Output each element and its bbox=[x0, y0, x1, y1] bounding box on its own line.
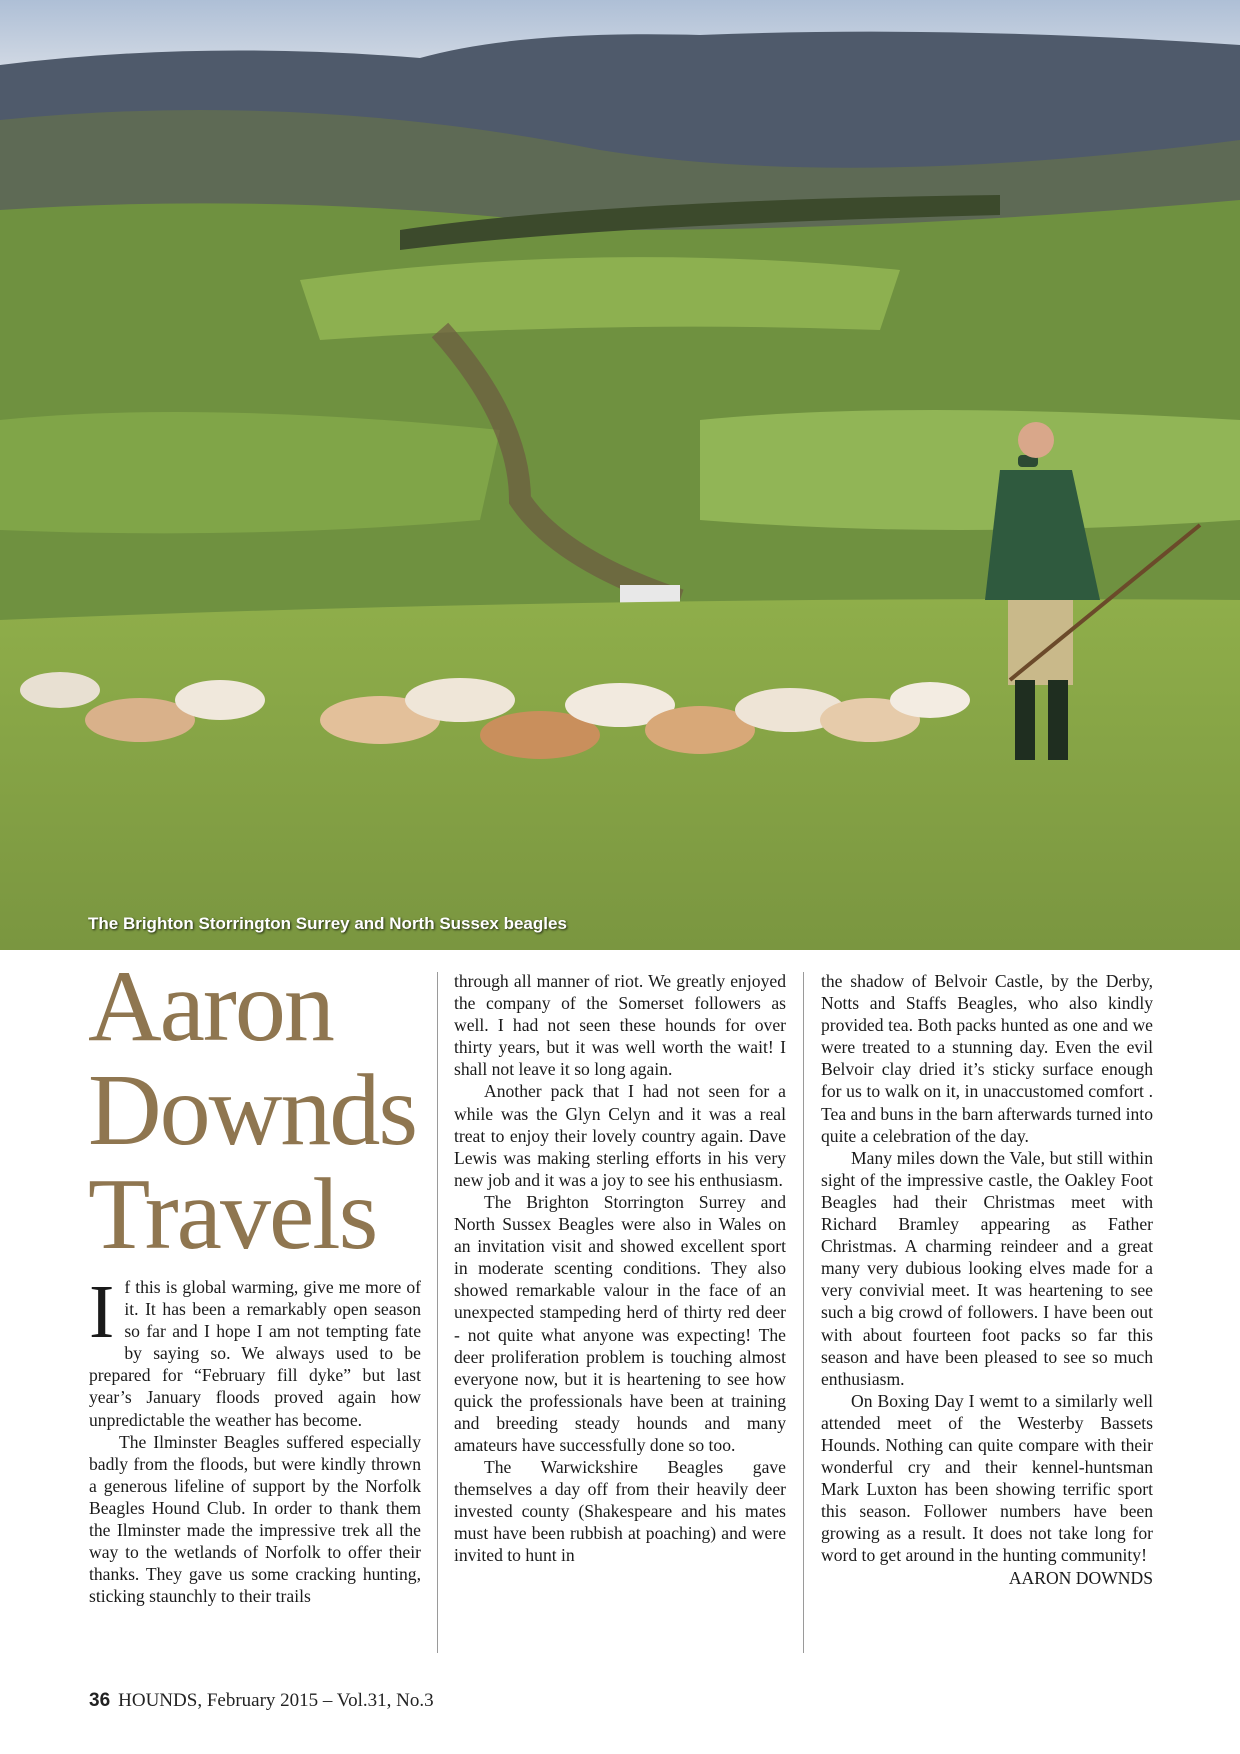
article-column-2 bbox=[454, 970, 786, 1567]
paragraph: On Boxing Day I wemt to a similarly well attended meet of the Westerby Bassets Hounds. Nothing can quite compare with their wonderful cry and their kennel-huntsman Mark Luxton has been showing terrific sport this season. Follower numbers have been growing as a result. It does not take long for word to get around in the hunting community! bbox=[821, 1390, 1153, 1566]
paragraph: the shadow of Belvoir Castle, by the Derby, Notts and Staffs Beagles, who also kindly provided tea. Both packs hunted as one and we were treated to a stunning day. Even the evil Belvoir clay dried it’s sticky surface enough for us to walk on it, in unaccustomed comfort . Tea and buns in the barn afterwards turned into quite a celebration of the day. bbox=[821, 971, 1153, 1146]
paragraph: The Ilminster Beagles suffered especially badly from the floods, but were kindly thrown a generous lifeline of support by the Norfolk Beagles Hound Club. In order to thank them the Ilminster made the impressive trek all the way to the wetlands of Norfolk to offer their thanks. They gave us some cracking hunting, sticking staunchly to their trails bbox=[89, 1431, 421, 1607]
column-divider bbox=[437, 972, 438, 1653]
field-patch-2 bbox=[700, 410, 1240, 530]
page-footer bbox=[89, 1690, 434, 1712]
drop-cap: I bbox=[89, 1270, 115, 1354]
paragraph: Many miles down the Vale, but still within sight of the impressive castle, the Oakley Foot Beagles had their Christmas meet with Richard Bramley appearing as Father Christmas. A charming reindeer and a great many very dubious looking elves made for a very convivial meet. It was heartening to see such a big crowd of followers. I have been out with about fourteen foot packs so far this season and have been pleased to see so much enthusiasm. bbox=[821, 1147, 1153, 1389]
paragraph-text: f this is global warming, give me more of it. It has been a remarkably open season so far and I hope I am not tempting fate by saying so. We always used to be prepared for “February fill dyke” but last year’s January floods proved again how unpredictable the weather has become. bbox=[89, 1277, 421, 1430]
paragraph: Another pack that I had not seen for a while was the Glyn Celyn and it was a real treat to enjoy their lovely country again. Dave Lewis was making sterling efforts in his very new job and it was a joy to see his enthusiasm. bbox=[454, 1081, 786, 1190]
article-column-1 bbox=[89, 1270, 421, 1607]
paragraph: The Warwickshire Beagles gave themselves a day off from their heavily deer invested county (Shakespeare and his mates must have been rubbish at poaching) and were invited to hunt in bbox=[454, 1457, 786, 1566]
article-column-3 bbox=[821, 970, 1153, 1589]
headline-line-2: Downds bbox=[88, 1054, 417, 1167]
photo-caption: The Brighton Storrington Surrey and North Sussex beagles bbox=[88, 914, 567, 933]
paragraph bbox=[89, 1270, 421, 1431]
column-divider bbox=[803, 972, 804, 1653]
headline-line-1: Aaron bbox=[88, 950, 333, 1063]
field-patch-3 bbox=[0, 412, 500, 533]
page-number: 36 bbox=[89, 1690, 111, 1711]
paragraph: The Brighton Storrington Surrey and North Sussex Beagles were also in Wales on an invitation visit and showed excellent sport in moderate scenting conditions. They also showed remarkable valour in the face of an unexpected stampeding herd of thirty red deer - not quite what anyone was expecting! The deer proliferation problem is touching almost everyone now, but it is heartening to see how quick the professionals have been at training and breeding steady hounds and many amateurs have successfully done so too. bbox=[454, 1191, 786, 1455]
headline-line-3: Travels bbox=[88, 1158, 377, 1271]
author-signature: AARON DOWNDS bbox=[1008, 1567, 1153, 1588]
publication-info: HOUNDS, February 2015 – Vol.31, No.3 bbox=[118, 1690, 434, 1711]
article-headline bbox=[88, 950, 428, 1271]
paragraph: through all manner of riot. We greatly enjoyed the company of the Somerset followers as well. I had not seen these hounds for over thirty years, but it was well worth the wait! I shall not leave it so long again. bbox=[454, 971, 786, 1080]
